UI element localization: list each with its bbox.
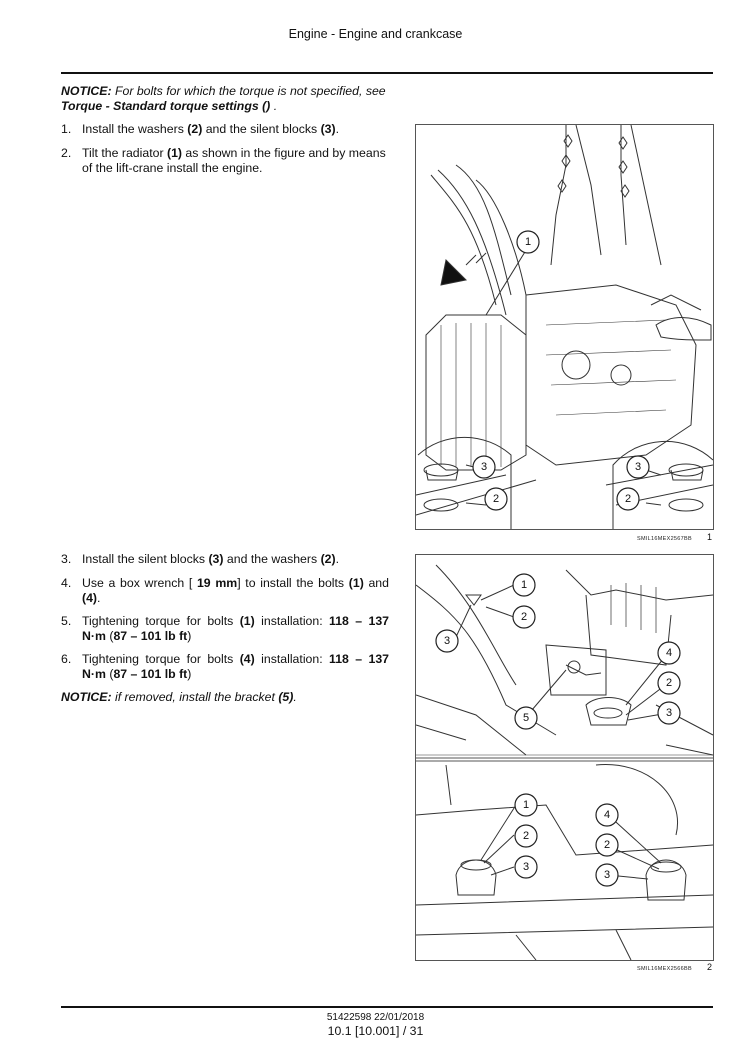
fig2-bottom-callout-4	[596, 804, 618, 826]
svg-text:1: 1	[520, 579, 528, 591]
fig2-top-callout-3	[436, 630, 458, 652]
callout-3-left	[473, 456, 495, 478]
engine-lift-drawing	[416, 125, 713, 529]
notice-label: NOTICE:	[61, 690, 112, 704]
svg-text:4: 4	[603, 809, 611, 821]
notice-end: .	[270, 99, 278, 113]
footer-document-code: 51422598 22/01/2018	[326, 1012, 425, 1023]
svg-text:3: 3	[603, 869, 611, 881]
notice-label: NOTICE:	[61, 84, 112, 98]
footer-page-number: 10.1 [10.001] / 31	[327, 1024, 424, 1038]
fig2-bottom-callout-2	[515, 825, 537, 847]
fig2-bottom-callout-3	[515, 856, 537, 878]
svg-text:2: 2	[520, 611, 528, 623]
step-2	[61, 146, 389, 176]
step-number: 5.	[61, 614, 72, 628]
step-number: 1.	[61, 122, 72, 136]
svg-text:3: 3	[634, 461, 642, 473]
svg-text:2: 2	[624, 493, 632, 505]
bracket-reference: (5)	[278, 690, 294, 704]
fig2-top-callout-5	[515, 707, 537, 729]
svg-text:3: 3	[480, 461, 488, 473]
fig2-top-callout-1	[513, 574, 535, 596]
fig2-top-callout-3b	[658, 702, 680, 724]
figure-1-code: SMIL16MEX2567BB	[637, 536, 692, 542]
step-text: Tilt the radiator (1) as shown in the figure and by means of the lift-crane install the engine.	[82, 146, 386, 175]
step-text: Use a box wrench [ 19 mm] to install the bolts (1) and (4).	[82, 576, 389, 605]
notice-paragraph	[61, 84, 389, 114]
step-number: 6.	[61, 652, 72, 666]
fig2-bottom-callout-3b	[596, 864, 618, 886]
step-6	[61, 652, 389, 682]
svg-text:2: 2	[603, 839, 611, 851]
notice-bracket-paragraph: NOTICE: if removed, install the bracket (5).	[61, 690, 297, 704]
fig2-bottom-callout-1	[515, 794, 537, 816]
header-rule	[61, 72, 713, 74]
svg-text:3: 3	[665, 707, 673, 719]
step-text: Tightening torque for bolts (1) installation: 118 – 137 N·m (87 – 101 lb ft)	[82, 614, 389, 643]
notice-text: if removed, install the bracket	[111, 690, 279, 704]
step-text: Install the washers (2) and the silent blocks (3).	[82, 122, 340, 136]
step-number: 4.	[61, 576, 72, 590]
step-1	[61, 122, 389, 137]
step-number: 3.	[61, 552, 72, 566]
figure-2-mount-illustration	[415, 554, 714, 961]
fig2-top-callout-2b	[658, 672, 680, 694]
svg-text:3: 3	[443, 635, 451, 647]
svg-text:2: 2	[665, 677, 673, 689]
svg-text:2: 2	[522, 830, 530, 842]
svg-text:5: 5	[522, 712, 530, 724]
svg-text:3: 3	[522, 861, 530, 873]
svg-text:1: 1	[524, 236, 532, 248]
engine-mount-drawing	[416, 555, 713, 960]
notice-text: For bolts for which the torque is not specified, see	[111, 84, 386, 98]
footer-rule	[61, 1006, 713, 1008]
step-3	[61, 552, 389, 567]
torque-reference-link[interactable]: Torque - Standard torque settings ()	[61, 99, 271, 113]
callout-1	[517, 231, 539, 253]
svg-text:1: 1	[522, 799, 530, 811]
figure-2-number: 2	[707, 962, 713, 972]
page-header-title: Engine - Engine and crankcase	[288, 27, 463, 41]
callout-2-right	[617, 488, 639, 510]
step-5	[61, 614, 389, 644]
svg-text:4: 4	[665, 647, 673, 659]
callout-3-right	[627, 456, 649, 478]
figure-1-number: 1	[707, 532, 713, 542]
fig2-top-callout-4	[658, 642, 680, 664]
callout-2-left	[485, 488, 507, 510]
figure-1-engine-lift-illustration	[415, 124, 714, 530]
svg-text:2: 2	[492, 493, 500, 505]
figure-2-code: SMIL16MEX2566BB	[637, 966, 692, 972]
fig2-bottom-callout-2b	[596, 834, 618, 856]
step-text: Install the silent blocks (3) and the washers (2).	[82, 552, 340, 566]
fig2-top-callout-2	[513, 606, 535, 628]
step-4	[61, 576, 389, 606]
step-text: Tightening torque for bolts (4) installation: 118 – 137 N·m (87 – 101 lb ft)	[82, 652, 389, 681]
step-number: 2.	[61, 146, 72, 160]
